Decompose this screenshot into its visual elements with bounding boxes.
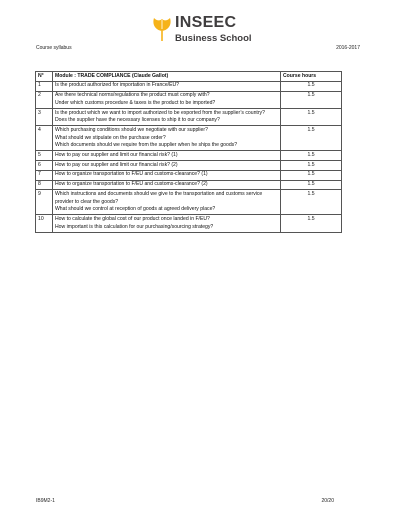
row-number: 7: [36, 170, 53, 180]
row-course-hours: 1.5: [281, 126, 342, 151]
row-course-hours: 1.5: [281, 161, 342, 171]
row-module-text: [53, 180, 281, 190]
module-question: How to organize transportation to F/EU and customs-clearance? (1): [55, 171, 208, 178]
row-number: 9: [36, 190, 53, 215]
module-question: How to pay our supplier and limit our financial risk? (2): [55, 161, 178, 168]
row-module-text: [53, 161, 281, 171]
table-header-row: [36, 72, 342, 82]
row-course-hours: 1.5: [281, 108, 342, 125]
row-course-hours: 1.5: [281, 180, 342, 190]
header-course-syllabus: Course syllabus: [36, 45, 72, 51]
table-body: [36, 81, 342, 232]
module-question: Is the product authorized for importation in France/EU?: [55, 82, 180, 89]
module-question: How important is this calculation for our purchasing/sourcing strategy?: [55, 223, 214, 230]
table-row: [36, 215, 342, 232]
inseec-logo: [152, 14, 282, 48]
table-row: [36, 126, 342, 151]
row-number: 4: [36, 126, 53, 151]
module-question: Is the product which we want to import authorized to be exported from the supplier’s country?: [55, 109, 265, 116]
row-number: 3: [36, 108, 53, 125]
row-number: 6: [36, 161, 53, 171]
table-row: [36, 108, 342, 125]
module-question: Which documents should we require from the supplier when he ships the goods?: [55, 142, 238, 149]
row-course-hours: 1.5: [281, 215, 342, 232]
table-row: [36, 151, 342, 161]
row-course-hours: 1.5: [281, 190, 342, 215]
syllabus-table: [35, 71, 342, 233]
row-module-text: [53, 215, 281, 232]
module-question: What should we control at reception of goods at agreed delivery place?: [55, 206, 216, 213]
brand-subname: Business School: [175, 33, 252, 44]
row-module-text: [53, 108, 281, 125]
ginkgo-leaf-icon: [152, 16, 172, 42]
table-row: [36, 170, 342, 180]
row-module-text: [53, 170, 281, 180]
module-question: How to pay our supplier and limit our financial risk? (1): [55, 151, 178, 158]
header-course-hours: Course hours: [281, 72, 342, 82]
table-row: [36, 81, 342, 91]
module-question: How to calculate the global cost of our product once landed in F/EU?: [55, 215, 210, 222]
row-module-text: [53, 190, 281, 215]
footer-code: IB9M2-1: [36, 498, 55, 504]
row-number: 1: [36, 81, 53, 91]
module-question: How to organize transportation to F/EU and customs-clearance? (2): [55, 181, 208, 188]
module-question: Are there technical norms/regulations the product must comply with?: [55, 92, 210, 99]
module-question: Under which customs procedure & taxes is the product to be imported?: [55, 99, 216, 106]
brand-name: INSEEC: [175, 14, 237, 31]
row-course-hours: 1.5: [281, 91, 342, 108]
row-number: 8: [36, 180, 53, 190]
footer-page-number: 20/20: [321, 498, 334, 504]
row-module-text: [53, 91, 281, 108]
row-course-hours: 1.5: [281, 151, 342, 161]
module-question: What should we stipulate on the purchase order?: [55, 134, 166, 141]
table-row: [36, 180, 342, 190]
row-number: 2: [36, 91, 53, 108]
row-course-hours: 1.5: [281, 81, 342, 91]
row-module-text: [53, 151, 281, 161]
row-course-hours: 1.5: [281, 170, 342, 180]
module-question: Does the supplier have the necessary licenses to ship it to our company?: [55, 117, 220, 124]
row-number: 10: [36, 215, 53, 232]
module-question: Which instructions and documents should we give to the transportation and customs service provider to clear the goods?: [55, 191, 263, 205]
table-row: [36, 161, 342, 171]
table-row: [36, 91, 342, 108]
header-academic-year: 2016-2017: [336, 45, 360, 51]
row-number: 5: [36, 151, 53, 161]
row-module-text: [53, 81, 281, 91]
row-module-text: [53, 126, 281, 151]
header-number: N°: [36, 72, 53, 82]
table-row: [36, 190, 342, 215]
header-module: Module : TRADE COMPLIANCE (Claude Gallot): [53, 72, 281, 82]
module-question: Which purchasing conditions should we negotiate with our supplier?: [55, 126, 208, 133]
